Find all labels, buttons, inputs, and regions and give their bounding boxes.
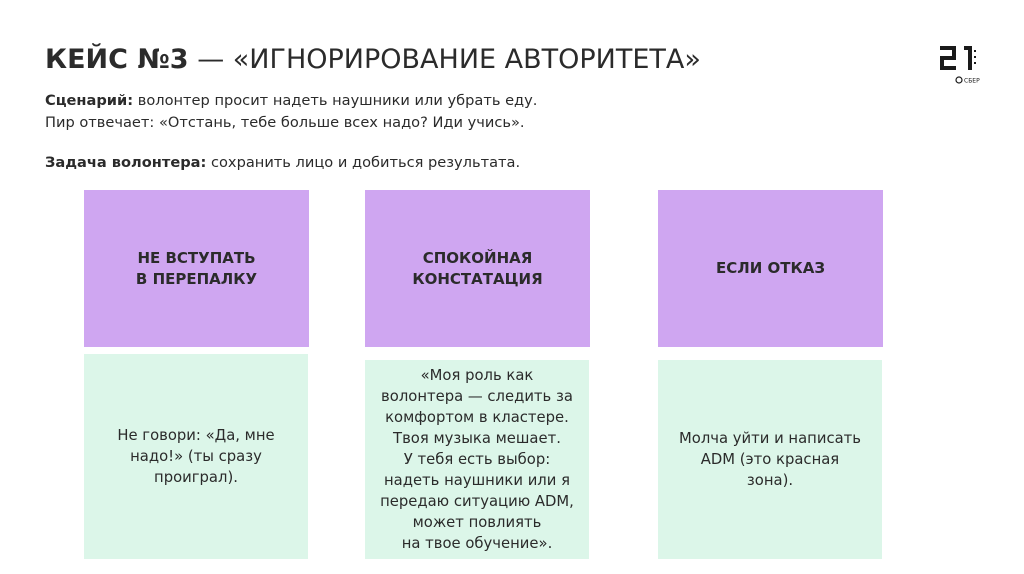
- column-3-body: Молча уйти и написать ADM (это красная зона).: [658, 360, 882, 559]
- title-case-name: — «ИГНОРИРОВАНИЕ АВТОРИТЕТА»: [188, 44, 701, 75]
- task-text: сохранить лицо и добиться результата.: [206, 154, 521, 171]
- school-21-sber-logo: [938, 42, 984, 88]
- column-2-heading: СПОКОЙНАЯ КОНСТАТАЦИЯ: [365, 190, 590, 347]
- svg-text:СБЕР: СБЕР: [964, 77, 980, 85]
- task-line: [45, 152, 665, 174]
- column-1-body: Не говори: «Да, мне надо!» (ты сразу проиграл).: [84, 354, 308, 559]
- logo-icon: [938, 42, 984, 88]
- scenario-line-1: [45, 90, 665, 112]
- column-1-heading: НЕ ВСТУПАТЬ В ПЕРЕПАЛКУ: [84, 190, 309, 347]
- task-label: Задача волонтера:: [45, 154, 207, 171]
- column-3-heading: ЕСЛИ ОТКАЗ: [658, 190, 883, 347]
- scenario-label: Сценарий:: [45, 92, 134, 109]
- title-case-number: КЕЙС №3: [45, 44, 189, 75]
- scenario-block: [45, 90, 665, 174]
- scenario-line-2: Пир отвечает: «Отстань, тебе больше всех надо? Иди учись».: [45, 114, 525, 131]
- scenario-text: волонтер просит надеть наушники или убрать еду.: [133, 92, 538, 109]
- page-title: [45, 42, 701, 78]
- column-2-body: «Моя роль как волонтера — следить за комфортом в кластере. Твоя музыка мешает. У тебя есть выбор: надеть наушники или я передаю ситуацию ADM, может повлиять на твое обучение».: [365, 360, 589, 559]
